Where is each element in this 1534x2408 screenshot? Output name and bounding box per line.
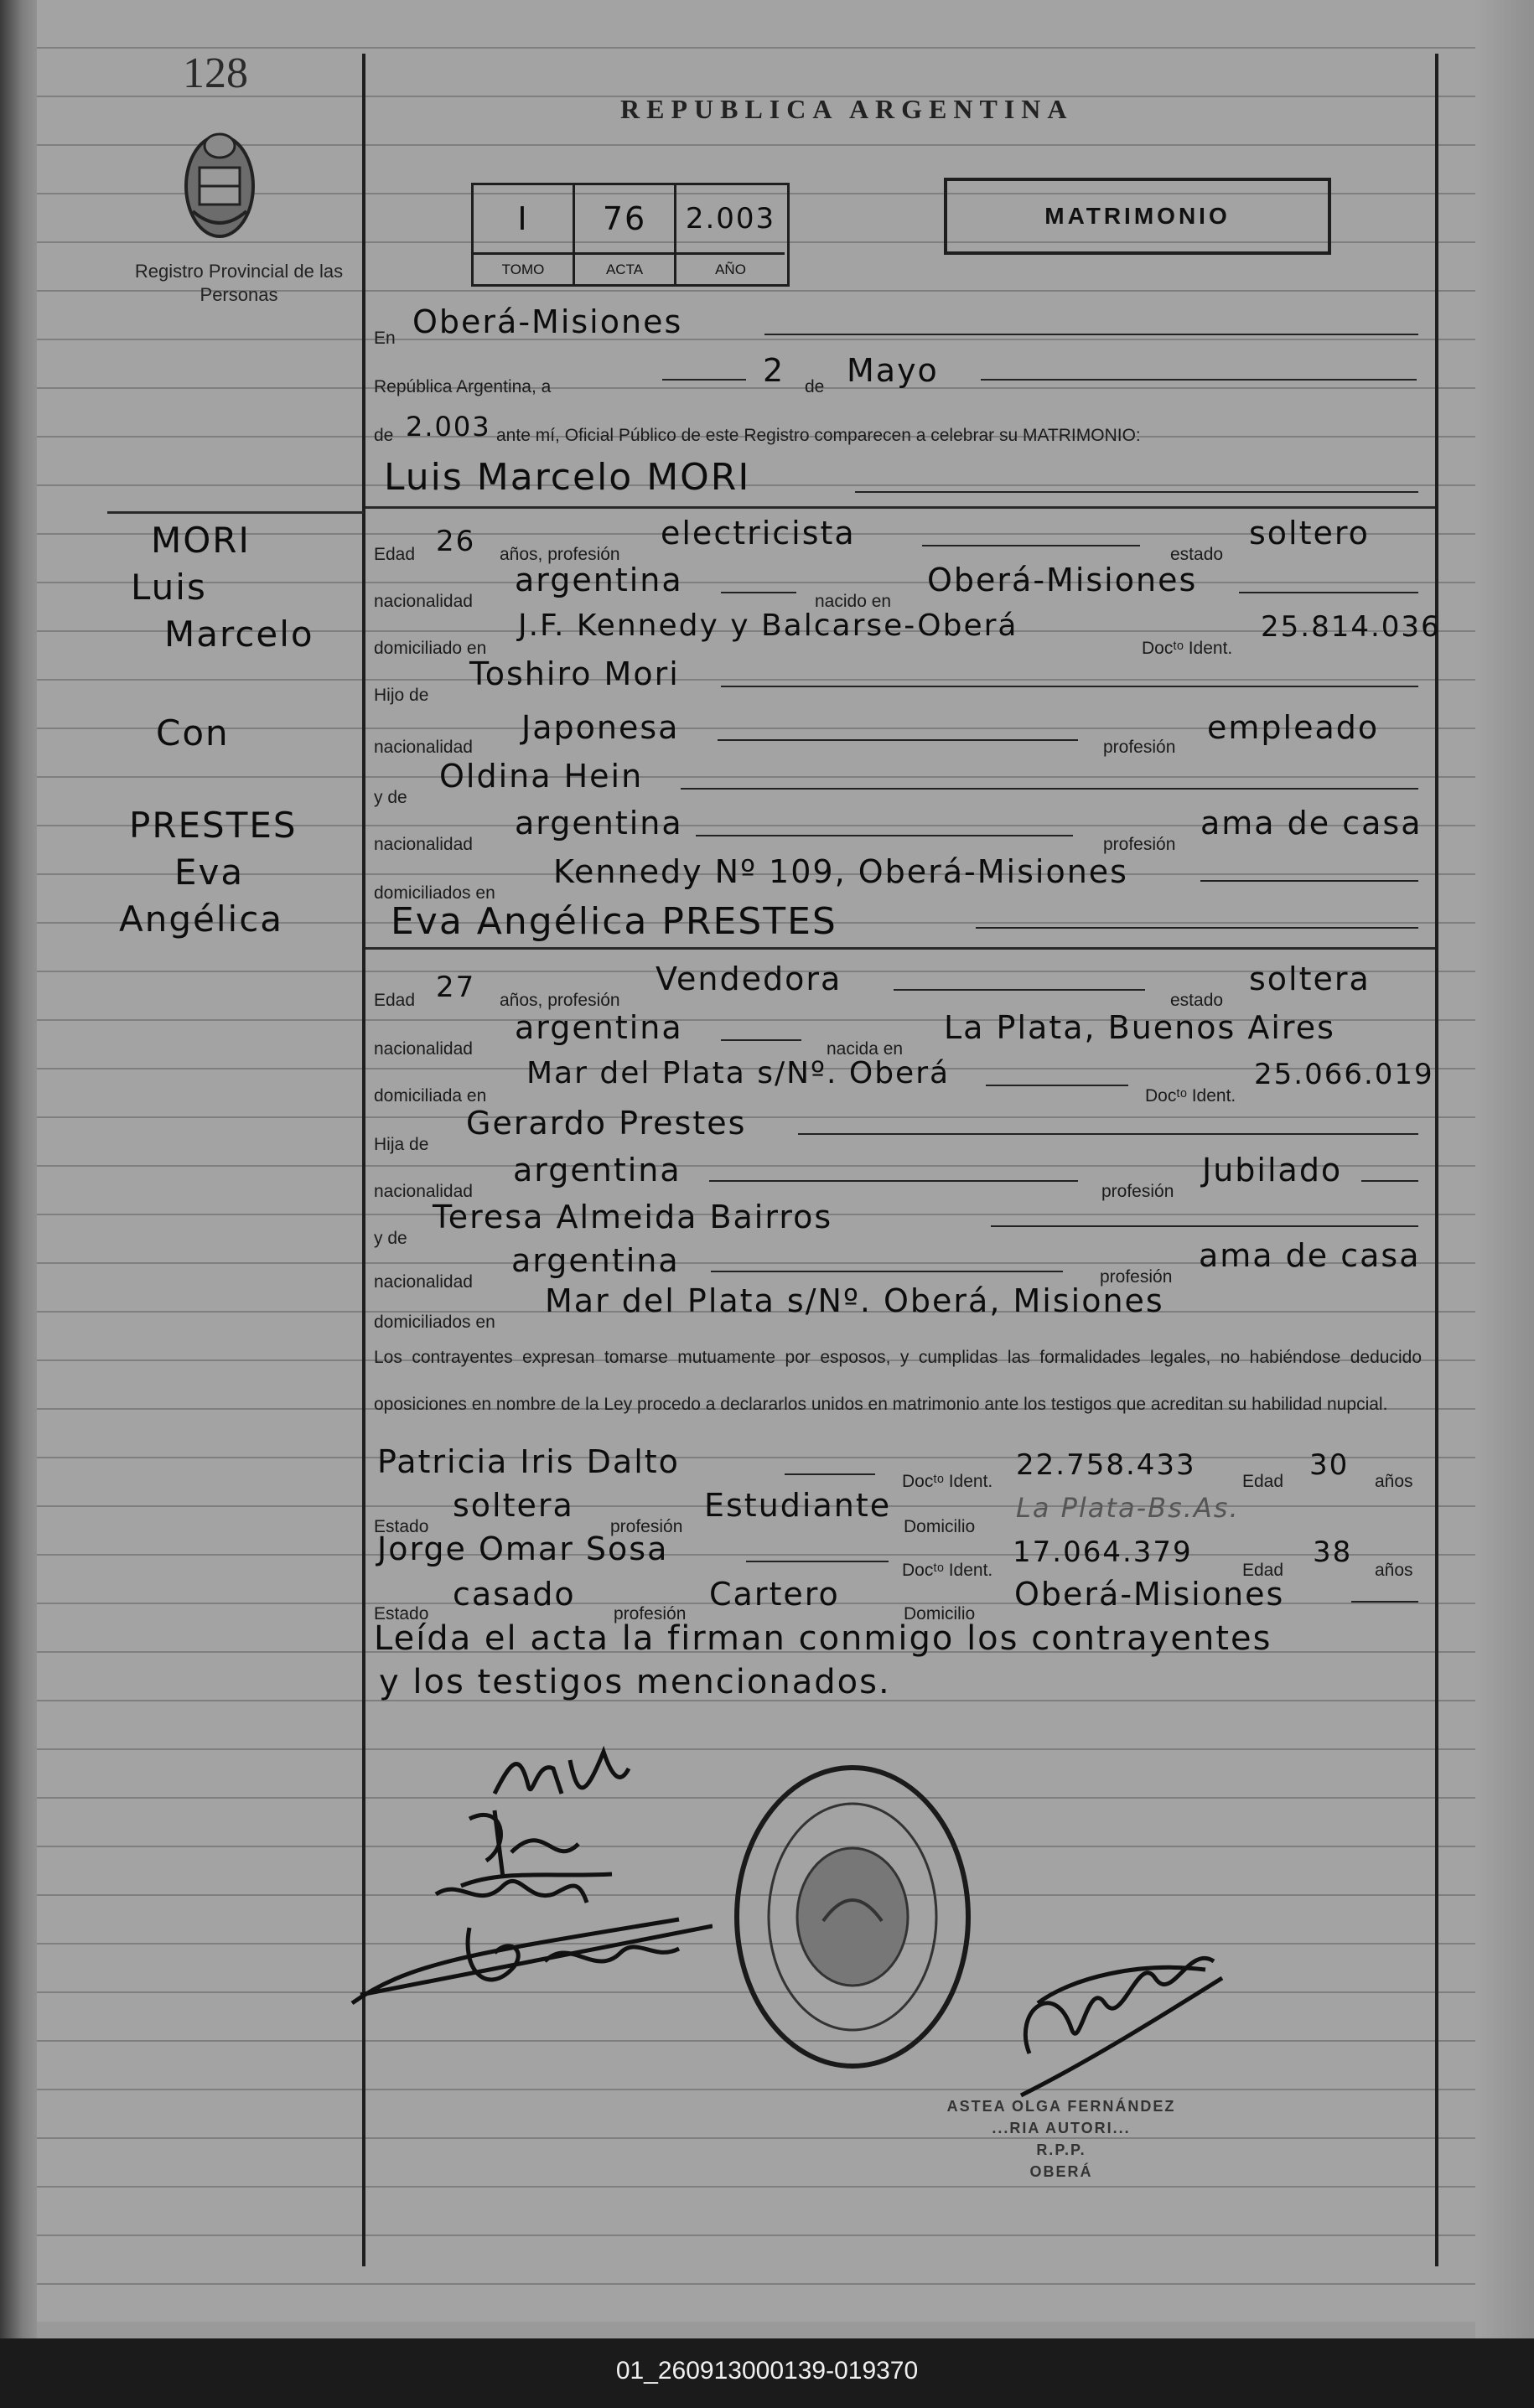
witness-signature-2 (344, 1903, 713, 2012)
groom-born-label: nacido en (815, 592, 892, 611)
witness1-age: 30 (1309, 1448, 1350, 1482)
bride-mother-nat-label: nacionalidad (374, 1272, 473, 1292)
groom-father-profession: empleado (1207, 709, 1380, 746)
groom-full-name: Luis Marcelo MORI (384, 456, 751, 499)
page-edge (1475, 0, 1534, 2338)
groom-profession-label: años, profesión (500, 545, 620, 564)
bride-mother-label: y de (374, 1229, 407, 1248)
officer-stamp-line: R.P.P. (1036, 2141, 1086, 2158)
groom-age-label: Edad (374, 545, 416, 564)
bride-father-nat-label: nacionalidad (374, 1182, 473, 1201)
witness2-profession: Cartero (709, 1576, 840, 1613)
de-label: de (805, 377, 825, 396)
groom-mother-prof-label: profesión (1103, 835, 1176, 854)
bride-father-nationality: argentina (513, 1152, 681, 1188)
officer-signature (1004, 1928, 1239, 2104)
witness1-profession: Estudiante (704, 1487, 892, 1524)
witness2-id-label: Docᵗᵒ Ident. (902, 1561, 993, 1580)
act-day: 2 (763, 352, 785, 389)
margin-groom-name1: Luis (131, 567, 207, 608)
ano-label: AÑO (676, 252, 785, 287)
officer-stamp-line: ASTEA OLGA FERNÁNDEZ (946, 2098, 1176, 2115)
groom-father: Toshiro Mori (469, 655, 680, 692)
witness2-age-label: Edad (1242, 1561, 1284, 1580)
register-box (471, 183, 790, 287)
groom-father-nat-label: nacionalidad (374, 738, 473, 757)
bride-address: Mar del Plata s/Nº. Oberá (526, 1056, 951, 1090)
provincial-emblem-icon (181, 124, 258, 243)
folio-number: 128 (183, 49, 248, 97)
registry-name: Registro Provincial de las Personas (134, 261, 344, 305)
groom-father-nationality: Japonesa (521, 709, 680, 746)
witness1-id-label: Docᵗᵒ Ident. (902, 1472, 993, 1491)
ano-value: 2.003 (685, 202, 776, 236)
bride-parents-address-label: domiciliados en (374, 1313, 495, 1332)
bride-mother-nationality: argentina (511, 1242, 680, 1279)
witness2-address-label: Domicilio (904, 1604, 976, 1623)
closing-line-2: y los testigos mencionados. (379, 1663, 891, 1701)
witness2-years-label: años (1375, 1561, 1413, 1580)
bride-birthplace: La Plata, Buenos Aires (944, 1009, 1335, 1046)
groom-address-label: domiciliado en (374, 639, 487, 658)
book-spine (0, 0, 37, 2338)
groom-status-label: estado (1170, 545, 1224, 564)
bride-father-profession: Jubilado (1202, 1152, 1343, 1188)
bride-parents-address: Mar del Plata s/Nº. Oberá, Misiones (545, 1282, 1164, 1319)
groom-parents-address: Kennedy Nº 109, Oberá-Misiones (553, 853, 1128, 890)
groom-age: 26 (436, 525, 476, 558)
groom-status: soltero (1249, 515, 1370, 552)
margin-connector: Con (156, 712, 230, 753)
groom-father-label: Hijo de (374, 686, 429, 705)
groom-id-number: 25.814.036 (1261, 610, 1441, 644)
officer-stamp-line: ...RIA AUTORI... (992, 2120, 1131, 2136)
witness2-address: Oberá-Misiones (1014, 1576, 1285, 1613)
witness1-status: soltera (453, 1487, 574, 1524)
groom-name-rule (365, 506, 1435, 509)
groom-mother-nationality: argentina (515, 805, 683, 842)
groom-id-label: Docᵗᵒ Ident. (1142, 639, 1233, 658)
closing-line-1: Leída el acta la firman conmigo los contrayentes (374, 1619, 1272, 1658)
witness1-status-label: Estado (374, 1517, 429, 1536)
margin-groom-name2: Marcelo (164, 614, 314, 655)
legal-declaration: Los contrayentes expresan tomarse mutuamente por esposos, y cumplidas las formalidades legales, no habiéndose deducido oposiciones en nombre de la Ley procedo a declararlos unidos en matrimonio ante los testigos que acreditan su habilidad nupcial. (374, 1348, 1422, 1414)
bride-father-prof-label: profesión (1101, 1182, 1174, 1201)
bride-status: soltera (1249, 961, 1371, 997)
bride-name-rule (365, 947, 1435, 950)
groom-nationality-label: nacionalidad (374, 592, 473, 611)
acta-value: 76 (575, 185, 676, 252)
groom-mother-profession: ama de casa (1200, 805, 1423, 842)
act-type-box: MATRIMONIO (944, 178, 1331, 255)
bride-profession-label: años, profesión (500, 991, 620, 1010)
act-place: Oberá-Misiones (412, 303, 683, 340)
bride-age-label: Edad (374, 991, 416, 1010)
witness2-status: casado (453, 1576, 576, 1613)
witness1-address-label: Domicilio (904, 1517, 976, 1536)
bride-born-label: nacida en (827, 1039, 904, 1059)
act-month: Mayo (847, 352, 939, 389)
en-label: En (374, 329, 396, 348)
groom-mother-nat-label: nacionalidad (374, 835, 473, 854)
official-seal-icon (731, 1762, 974, 2072)
witness2-name: Jorge Omar Sosa (377, 1530, 669, 1567)
groom-mother: Oldina Hein (439, 758, 644, 795)
country-heading: REPUBLICA ARGENTINA (620, 94, 1074, 124)
witness2-prof-label: profesión (614, 1604, 687, 1623)
bride-nationality-label: nacionalidad (374, 1039, 473, 1059)
tomo-label: TOMO (474, 252, 575, 287)
groom-father-prof-label: profesión (1103, 738, 1176, 757)
country-label: República Argentina, a (374, 377, 552, 396)
witness2-status-label: Estado (374, 1604, 429, 1623)
witness1-age-label: Edad (1242, 1472, 1284, 1491)
groom-birthplace: Oberá-Misiones (927, 562, 1198, 598)
bride-age: 27 (436, 971, 476, 1004)
right-rule (1435, 54, 1438, 2266)
intro-sentence: ante mí, Oficial Público de este Registro comparecen a celebrar su MATRIMONIO: (496, 426, 1141, 445)
bride-mother-prof-label: profesión (1100, 1267, 1173, 1287)
margin-bride-name1: Eva (174, 852, 245, 893)
bride-mother: Teresa Almeida Bairros (433, 1199, 833, 1235)
bride-profession: Vendedora (656, 961, 842, 997)
bride-id-number: 25.066.019 (1254, 1058, 1434, 1091)
groom-nationality: argentina (515, 562, 683, 598)
act-year: 2.003 (406, 411, 491, 443)
bride-address-label: domiciliada en (374, 1086, 487, 1106)
acta-label: ACTA (575, 252, 676, 287)
bride-nationality: argentina (515, 1009, 683, 1046)
bride-mother-profession: ama de casa (1199, 1237, 1421, 1274)
bride-father: Gerardo Prestes (466, 1105, 747, 1142)
bride-id-label: Docᵗᵒ Ident. (1145, 1086, 1236, 1106)
margin-bride-surname: PRESTES (129, 805, 298, 846)
bride-full-name: Eva Angélica PRESTES (391, 900, 837, 943)
witness1-address: La Plata-Bs.As. (1016, 1492, 1240, 1524)
year-prefix: de (374, 426, 394, 445)
groom-profession: electricista (661, 515, 856, 552)
witness2-age: 38 (1313, 1535, 1353, 1569)
witness1-name: Patricia Iris Dalto (377, 1443, 680, 1480)
witness2-id-number: 17.064.379 (1013, 1535, 1193, 1569)
groom-address: J.F. Kennedy y Balcarse-Oberá (518, 608, 1018, 643)
officer-stamp (919, 2095, 1204, 2183)
officer-stamp-line: OBERÁ (1029, 2163, 1093, 2180)
scan-footer-code: 01_260913000139-019370 (615, 2357, 919, 2385)
witness1-years-label: años (1375, 1472, 1413, 1491)
tomo-value: I (474, 185, 575, 252)
margin-bride-name2: Angélica (119, 898, 284, 940)
witness1-id-number: 22.758.433 (1016, 1448, 1196, 1482)
groom-mother-label: y de (374, 788, 407, 807)
bride-status-label: estado (1170, 991, 1224, 1010)
bride-father-label: Hija de (374, 1135, 429, 1154)
witness1-prof-label: profesión (610, 1517, 683, 1536)
margin-groom-surname: MORI (151, 520, 251, 561)
margin-top-rule (107, 511, 364, 514)
groom-parents-address-label: domiciliados en (374, 883, 495, 903)
